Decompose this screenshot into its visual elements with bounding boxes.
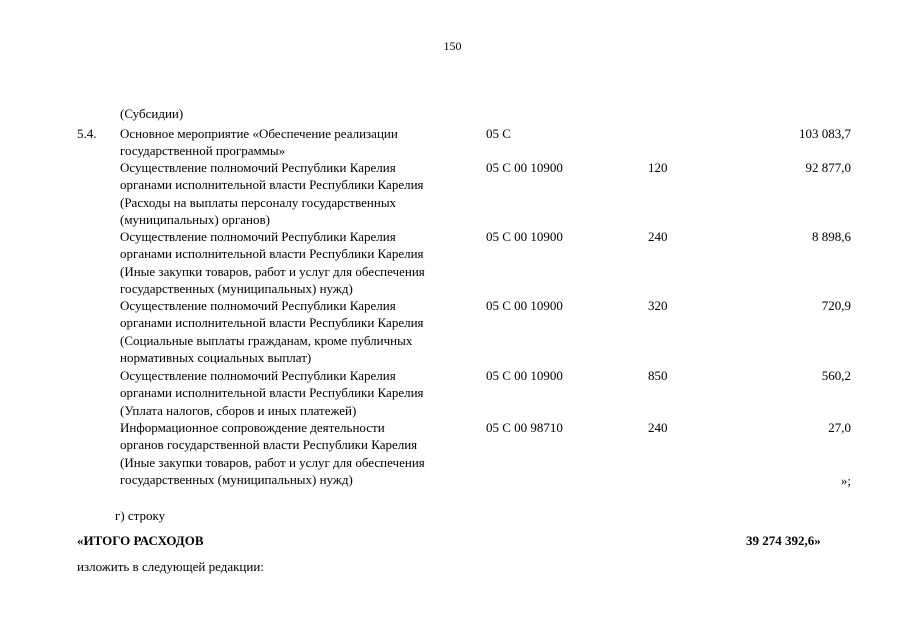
closing-quote: »; bbox=[840, 473, 851, 488]
row-amount: 720,9 bbox=[821, 298, 851, 313]
target-article-code: 05 С 00 10900 bbox=[486, 229, 563, 244]
amendment-note: г) строку bbox=[115, 508, 166, 523]
target-article-code: 05 С 00 10900 bbox=[486, 298, 563, 313]
row-description: Осуществление полномочий Республики Карелия органами исполнительной власти Республики Карелия (Расходы на выплаты персоналу государственных (муниципальных) органов) bbox=[120, 160, 424, 227]
target-article-code: 05 С 00 98710 bbox=[486, 420, 563, 435]
row-description: (Субсидии) bbox=[120, 106, 184, 121]
row-description: Осуществление полномочий Республики Карелия органами исполнительной власти Республики Карелия (Иные закупки товаров, работ и услуг для обеспечения государственных (муниципальных) нужд) bbox=[120, 229, 425, 296]
row-amount: 8 898,6 bbox=[812, 229, 851, 244]
expense-type-code: 240 bbox=[648, 420, 668, 435]
row-amount: 560,2 bbox=[821, 368, 851, 383]
total-amount: 39 274 392,6» bbox=[746, 533, 821, 548]
instruction-text: изложить в следующей редакции: bbox=[77, 559, 264, 574]
row-description: Осуществление полномочий Республики Карелия органами исполнительной власти Республики Карелия (Уплата налогов, сборов и иных платежей) bbox=[120, 368, 424, 418]
target-article-code: 05 С 00 10900 bbox=[486, 368, 563, 383]
row-amount: 92 877,0 bbox=[805, 160, 851, 175]
expense-type-code: 240 bbox=[648, 229, 668, 244]
row-description: Осуществление полномочий Республики Карелия органами исполнительной власти Республики Карелия (Социальные выплаты гражданам, кроме публичных нормативных социальных выплат) bbox=[120, 298, 424, 365]
total-label: «ИТОГО РАСХОДОВ bbox=[77, 533, 204, 548]
row-number: 5.4. bbox=[77, 126, 97, 141]
page-number: 150 bbox=[443, 39, 462, 53]
row-amount: 27,0 bbox=[828, 420, 851, 435]
row-amount: 103 083,7 bbox=[799, 126, 851, 141]
row-description: Основное мероприятие «Обеспечение реализации государственной программы» bbox=[120, 126, 398, 159]
target-article-code: 05 С 00 10900 bbox=[486, 160, 563, 175]
expense-type-code: 320 bbox=[648, 298, 668, 313]
target-article-code: 05 С bbox=[486, 126, 511, 141]
expense-type-code: 120 bbox=[648, 160, 668, 175]
expense-type-code: 850 bbox=[648, 368, 668, 383]
row-description: Информационное сопровождение деятельности органов государственной власти Республики Карелия (Иные закупки товаров, работ и услуг для обеспечения государственных (муниципальных) нужд) bbox=[120, 420, 425, 487]
